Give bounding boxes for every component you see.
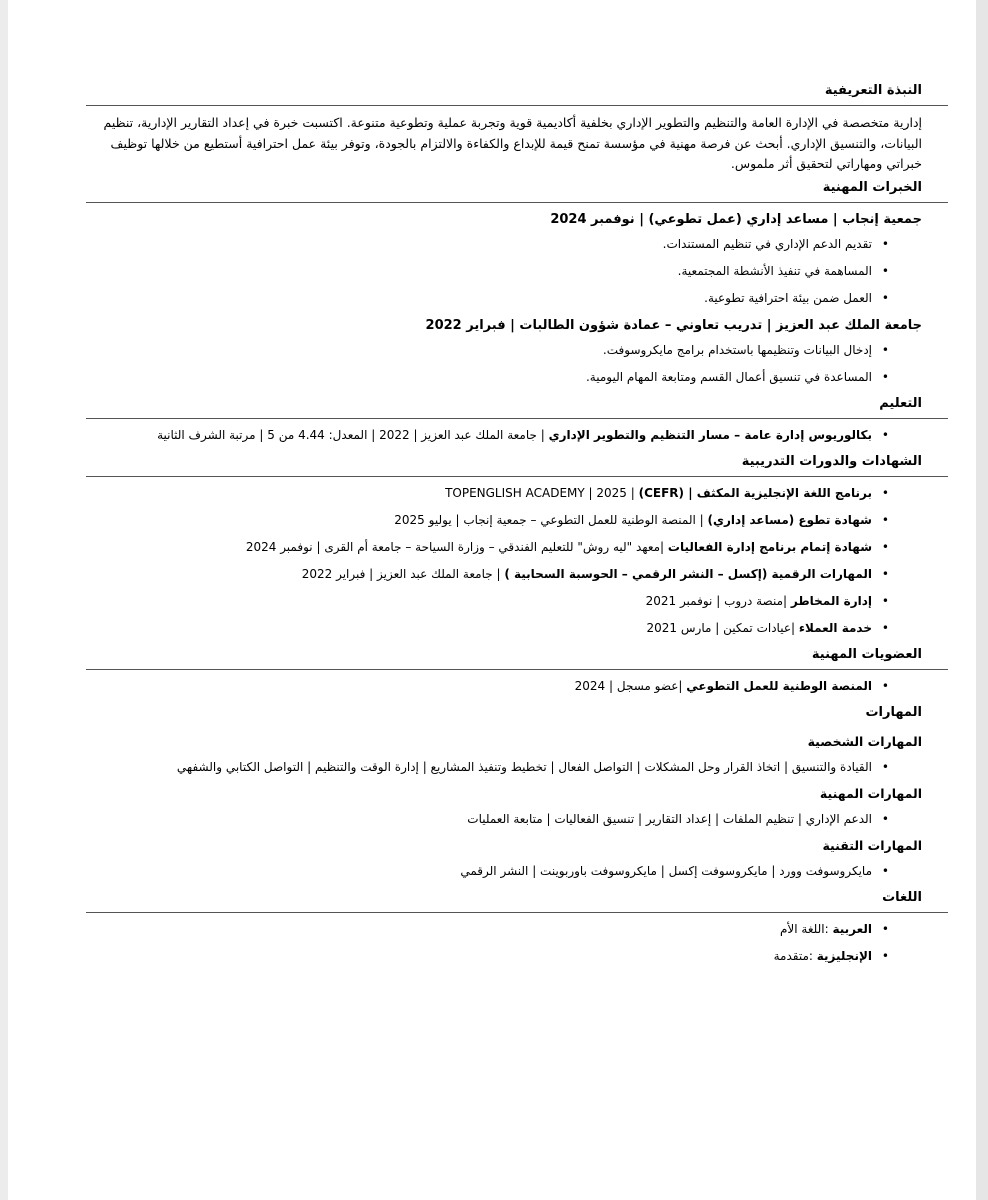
list-item: [86, 947, 922, 965]
list-item: [86, 484, 922, 502]
professional-skills-list: [86, 810, 922, 828]
language-name: الإنجليزية: [816, 948, 872, 963]
list-item: • المساهمة في تنفيذ الأنشطة المجتمعية.: [86, 262, 922, 280]
list-item: • الدعم الإداري | تنظيم الملفات | إعداد التقارير | تنسيق الفعاليات | متابعة العمليات: [86, 810, 922, 828]
page-edge-left: [0, 0, 8, 1200]
list-item: • القيادة والتنسيق | اتخاذ القرار وحل المشكلات | التواصل الفعال | تخطيط وتنفيذ المشاريع | إدارة الوقت والتنظيم | التواصل الكتابي والشفهي: [86, 758, 922, 776]
page-edge-right: [976, 0, 988, 1200]
certificate-details: |منصة دروب | نوفمبر 2021: [645, 593, 791, 608]
memberships-title: العضويات المهنية: [86, 646, 948, 670]
list-item: • تقديم الدعم الإداري في تنظيم المستندات.: [86, 235, 922, 253]
education-title: التعليم: [86, 395, 948, 419]
list-item: • مايكروسوفت وورد | مايكروسوفت إكسل | مايكروسوفت باوربوينت | النشر الرقمي: [86, 862, 922, 880]
list-item: [86, 920, 922, 938]
job-bullets: [86, 235, 922, 307]
certificates-title: الشهادات والدورات التدريبية: [86, 453, 948, 477]
membership-details: |عضو مسجل | 2024: [574, 678, 687, 693]
job-2: [86, 316, 922, 386]
list-item: • إدخال البيانات وتنظيمها باستخدام برامج مايكروسوفت.: [86, 341, 922, 359]
language-level: :اللغة الأم: [779, 921, 833, 936]
certificate-details: |معهد "ليه روش" للتعليم الفندقي – وزارة السياحة – جامعة أم القرى | نوفمبر 2024: [245, 539, 668, 554]
certificate-details: |عيادات تمكين | مارس 2021: [646, 620, 799, 635]
list-item: [86, 538, 922, 556]
memberships-list: [86, 677, 922, 695]
certificate-details: | المنصة الوطنية للعمل التطوعي – جمعية إنجاب | يوليو 2025: [394, 512, 708, 527]
list-item: [86, 592, 922, 610]
job-1: [86, 210, 922, 307]
certificate-details: | TOPENGLISH ACADEMY | 2025: [445, 485, 639, 500]
certificate-name: شهادة إتمام برنامج إدارة الفعاليات: [667, 539, 872, 554]
job-bullets: [86, 341, 922, 386]
personal-skills-title: المهارات الشخصية: [807, 733, 922, 749]
summary-title: النبذة التعريفية: [86, 82, 948, 106]
languages-title: اللغات: [86, 889, 948, 913]
language-name: العربية: [832, 921, 872, 936]
technical-skills-list: [86, 862, 922, 880]
job-heading: جمعية إنجاب | مساعد إداري (عمل تطوعي) | نوفمبر 2024: [550, 211, 922, 227]
professional-skills-title: المهارات المهنية: [819, 785, 922, 801]
technical-skills-title: المهارات التقنية: [822, 837, 922, 853]
certificate-name: خدمة العملاء: [798, 620, 872, 635]
certificate-name: إدارة المخاطر: [790, 593, 872, 608]
list-item: • المساعدة في تنسيق أعمال القسم ومتابعة المهام اليومية.: [86, 368, 922, 386]
education-degree: بكالوريوس إدارة عامة – مسار التنظيم والتطوير الإداري: [548, 427, 872, 442]
skills-title: المهارات: [865, 704, 922, 720]
list-item: [86, 619, 922, 637]
education-list: [86, 426, 922, 444]
education-details: | جامعة الملك عبد العزيز | 2022 | المعدل: 4.44 من 5 | مرتبة الشرف الثانية: [157, 427, 549, 442]
list-item: [86, 426, 922, 444]
membership-name: المنصة الوطنية للعمل التطوعي: [686, 678, 872, 693]
job-heading: جامعة الملك عبد العزيز | تدريب تعاوني – عمادة شؤون الطالبات | فبراير 2022: [425, 317, 922, 333]
languages-list: [86, 920, 922, 965]
resume-body: [86, 80, 922, 974]
certificate-name: شهادة تطوع (مساعد إداري): [707, 512, 872, 527]
certificate-details: | جامعة الملك عبد العزيز | فبراير 2022: [301, 566, 505, 581]
list-item: [86, 677, 922, 695]
certificates-list: [86, 484, 922, 637]
list-item: [86, 565, 922, 583]
experience-title: الخبرات المهنية: [86, 179, 948, 203]
list-item: • العمل ضمن بيئة احترافية تطوعية.: [86, 289, 922, 307]
list-item: [86, 511, 922, 529]
certificate-name: برنامج اللغة الإنجليزية المكثف | (CEFR): [638, 485, 872, 500]
language-level: :متقدمة: [773, 948, 817, 963]
summary-text: إدارية متخصصة في الإدارة العامة والتنظيم والتطوير الإداري بخلفية أكاديمية قوية وتجربة عملية وتطوعية متنوعة. اكتسبت خبرة في إعداد التقارير الإدارية، تنظيم البيانات، والتنسيق الإداري. أبحث عن فرصة مهنية في مؤسسة تمنح قيمة للإبداع والكفاءة والالتزام بالجودة، وتوفر بيئة عمل احترافية أستطيع من خلالها توظيف خبراتي ومهاراتي لتحقيق أثر ملموس.: [103, 115, 922, 171]
certificate-name: المهارات الرقمية (إكسل – النشر الرقمي – الحوسبة السحابية ): [504, 566, 872, 581]
personal-skills-list: [86, 758, 922, 776]
